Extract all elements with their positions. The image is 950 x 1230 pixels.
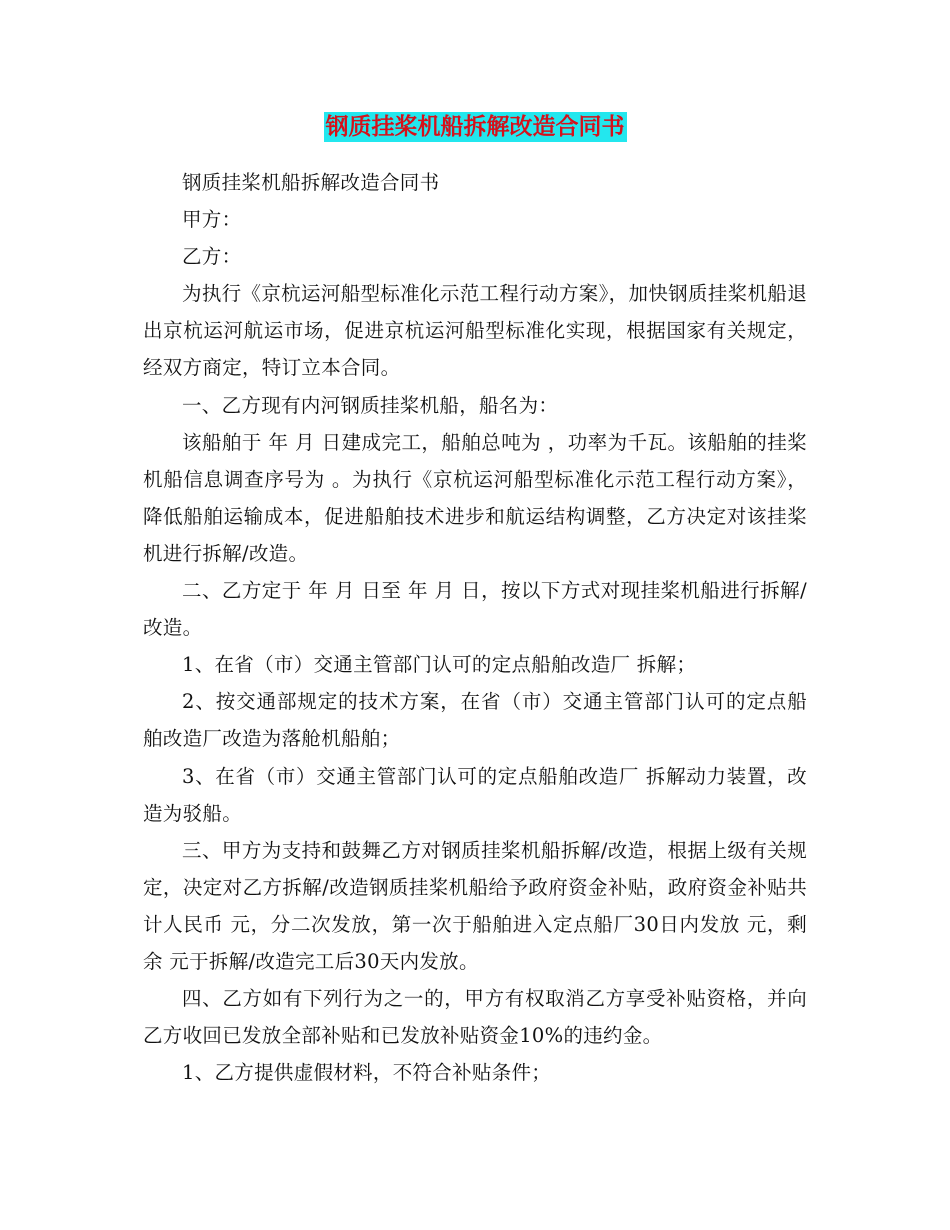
clause-2-item-1: 1、在省（市）交通主管部门认可的定点船舶改造厂 拆解； (182, 653, 697, 677)
party-a-line: 甲方： (182, 208, 242, 232)
clause-1-heading: 一、乙方现有内河钢质挂桨机船，船名为： (182, 393, 559, 417)
preamble-paragraph: 为执行《京杭运河船型标准化示范工程行动方案》，加快钢质挂桨机船退出京杭运河航运市场，促进京杭运河船型标准化实现，根据国家有关规定，经双方商定，特订立本合同。 (143, 282, 807, 380)
clause-3-paragraph: 三、甲方为支持和鼓舞乙方对钢质挂桨机船拆解/改造，根据上级有关规定，决定对乙方拆解/改造钢质挂桨机船给予政府资金补贴，政府资金补贴共计人民币 元，分二次发放，第一次于船舶进入定点船厂30日内发放 元，剩余 元于拆解/改造完工后30天内发放。 (143, 838, 807, 973)
subtitle-paragraph: 钢质挂桨机船拆解改造合同书 (182, 171, 440, 194)
clause-4-paragraph: 四、乙方如有下列行为之一的，甲方有权取消乙方享受补贴资格，并向乙方收回已发放全部补贴和已发放补贴资金10%的违约金。 (143, 987, 807, 1048)
document-body (143, 164, 807, 1091)
party-b-line: 乙方： (182, 245, 242, 269)
document-title: 钢质挂桨机船拆解改造合同书 (325, 113, 625, 140)
clause-1-body: 该船舶于 年 月 日建成完工，船舶总吨为 ，功率为千瓦。该船舶的挂桨机船信息调查序号为 。为执行《京杭运河船型标准化示范工程行动方案》，降低船舶运输成本，促进船舶技术进步和航运结构调整，乙方决定对该挂桨机进行拆解/改造。 (143, 430, 807, 565)
clause-2-item-3: 3、在省（市）交通主管部门认可的定点船舶改造厂 拆解动力装置，改造为驳船。 (143, 764, 807, 825)
clause-2-item-2: 2、按交通部规定的技术方案，在省（市）交通主管部门认可的定点船舶改造厂改造为落舱机船舶； (143, 690, 807, 751)
title-container (0, 112, 950, 142)
clause-4-item-1: 1、乙方提供虚假材料，不符合补贴条件； (182, 1061, 552, 1085)
clause-2-heading: 二、乙方定于 年 月 日至 年 月 日，按以下方式对现挂桨机船进行拆解/改造。 (143, 579, 807, 640)
